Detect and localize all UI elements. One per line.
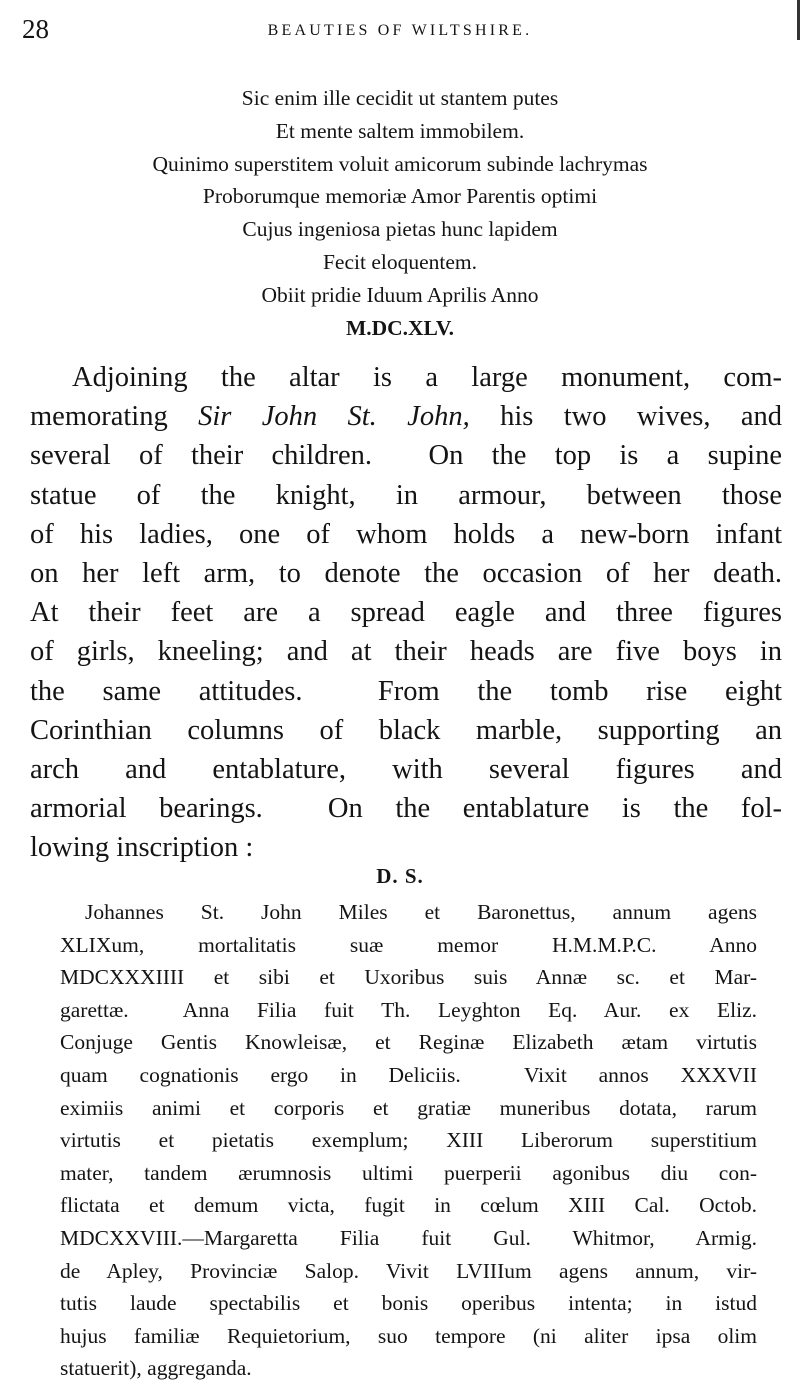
text-line: [60, 929, 757, 962]
text-line: [30, 436, 782, 475]
inscription-text: [60, 896, 757, 1385]
text-line: [60, 1287, 757, 1320]
text-segment: virtutis et pietatis exemplum; XIII Liberorum superstitium: [60, 1128, 757, 1153]
text-line: [30, 711, 782, 750]
text-line: [60, 994, 757, 1027]
text-line: [30, 476, 782, 515]
verse-line: Obiit pridie Iduum Aprilis Anno: [261, 282, 539, 307]
text-line: [60, 1059, 757, 1092]
text-line: [60, 896, 757, 929]
verse-line: M.DC.XLV.: [345, 315, 455, 340]
text-segment: Conjuge Gentis Knowleisæ, et Reginæ Elizabeth ætam virtutis: [60, 1030, 757, 1055]
verse-line: Cujus ingeniosa pietas hunc lapidem: [242, 217, 558, 242]
text-line: [60, 1320, 757, 1353]
text-segment: eximiis animi et corporis et gratiæ muneribus dotata, rarum: [60, 1095, 757, 1120]
text-line: [30, 750, 782, 789]
text-segment: quam cognationis ergo in Deliciis. Vixit annos XXXVII: [60, 1062, 757, 1087]
verse-line: Quinimo superstitem voluit amicorum subinde lachrymas: [152, 151, 648, 176]
text-segment: tutis laude spectabilis et bonis operibus intenta; in istud: [60, 1291, 757, 1316]
text-segment: on her left arm, to denote the occasion of her death.: [30, 558, 782, 590]
text-segment: Adjoining the altar is a large monument, com-: [72, 362, 782, 393]
text-segment: armorial bearings. On the entablature is the fol-: [30, 793, 782, 825]
text-segment: lowing inscription :: [30, 832, 254, 864]
text-line: [60, 961, 757, 994]
text-segment: XLIXum, mortalitatis suæ memor H.M.M.P.C. Anno: [60, 932, 757, 957]
page-number: 28: [22, 14, 49, 44]
text-line: [30, 593, 782, 632]
text-segment: of his ladies, one of whom holds a new-born infant: [30, 518, 782, 550]
text-segment: mater, tandem ærumnosis ultimi puerperii agonibus diu con-: [60, 1160, 757, 1185]
text-segment: garettæ. Anna Filia fuit Th. Leyghton Eq. Aur. ex Eliz.: [60, 997, 757, 1022]
text-line: [60, 1157, 757, 1190]
text-segment: statue of the knight, in armour, between those: [30, 479, 782, 511]
text-segment: arch and entablature, with several figures and: [30, 754, 782, 786]
text-segment: Johannes St. John Miles et Baronettus, annum agens: [85, 900, 757, 924]
text-line: [30, 828, 782, 867]
text-line: [60, 1092, 757, 1125]
verse-line: Fecit eloquentem.: [322, 249, 478, 274]
text-line: [60, 1124, 757, 1157]
text-segment: Corinthian columns of black marble, supporting an: [30, 714, 782, 746]
text-line: [30, 358, 782, 397]
text-line: [30, 515, 782, 554]
text-segment: his two wives, and: [469, 401, 782, 433]
inscription-heading: D. S.: [376, 864, 424, 888]
text-segment: of girls, kneeling; and at their heads are five boys in: [30, 636, 782, 668]
text-line: [30, 397, 782, 436]
text-line: [30, 672, 782, 711]
text-segment: MDCXXVIII.—Margaretta Filia fuit Gul. Whitmor, Armig.: [60, 1225, 757, 1250]
text-line: [60, 1255, 757, 1288]
body-paragraph: [30, 358, 782, 868]
text-line: [60, 1026, 757, 1059]
text-segment: MDCXXXIIII et sibi et Uxoribus suis Annæ sc. et Mar-: [60, 965, 757, 990]
text-line: [30, 632, 782, 671]
text-line: [60, 1189, 757, 1222]
text-segment: de Apley, Provinciæ Salop. Vivit LVIIIum agens annum, vir-: [60, 1258, 757, 1283]
text-segment: hujus familiæ Requietorium, suo tempore (ni aliter ipsa olim: [60, 1323, 757, 1348]
text-line: [60, 1352, 757, 1385]
text-segment: memorating: [30, 401, 199, 433]
italic-name: Sir John St. John,: [198, 401, 470, 433]
verse-line: Et mente saltem immobilem.: [275, 118, 525, 143]
running-title: BEAUTIES OF WILTSHIRE.: [267, 22, 533, 39]
text-segment: the same attitudes. From the tomb rise eight: [30, 675, 782, 707]
text-line: [30, 789, 782, 828]
epitaph-verse: [0, 82, 800, 344]
text-line: [60, 1222, 757, 1255]
verse-line: Proborumque memoriæ Amor Parentis optimi: [202, 184, 598, 209]
text-segment: flictata et demum victa, fugit in cœlum XIII Cal. Octob.: [60, 1193, 757, 1218]
text-segment: statuerit), aggreganda.: [60, 1356, 252, 1381]
text-segment: several of their children. On the top is a supine: [30, 440, 782, 472]
verse-line: Sic enim ille cecidit ut stantem putes: [241, 86, 559, 110]
text-segment: At their feet are a spread eagle and three figures: [30, 597, 782, 629]
text-line: [30, 554, 782, 593]
